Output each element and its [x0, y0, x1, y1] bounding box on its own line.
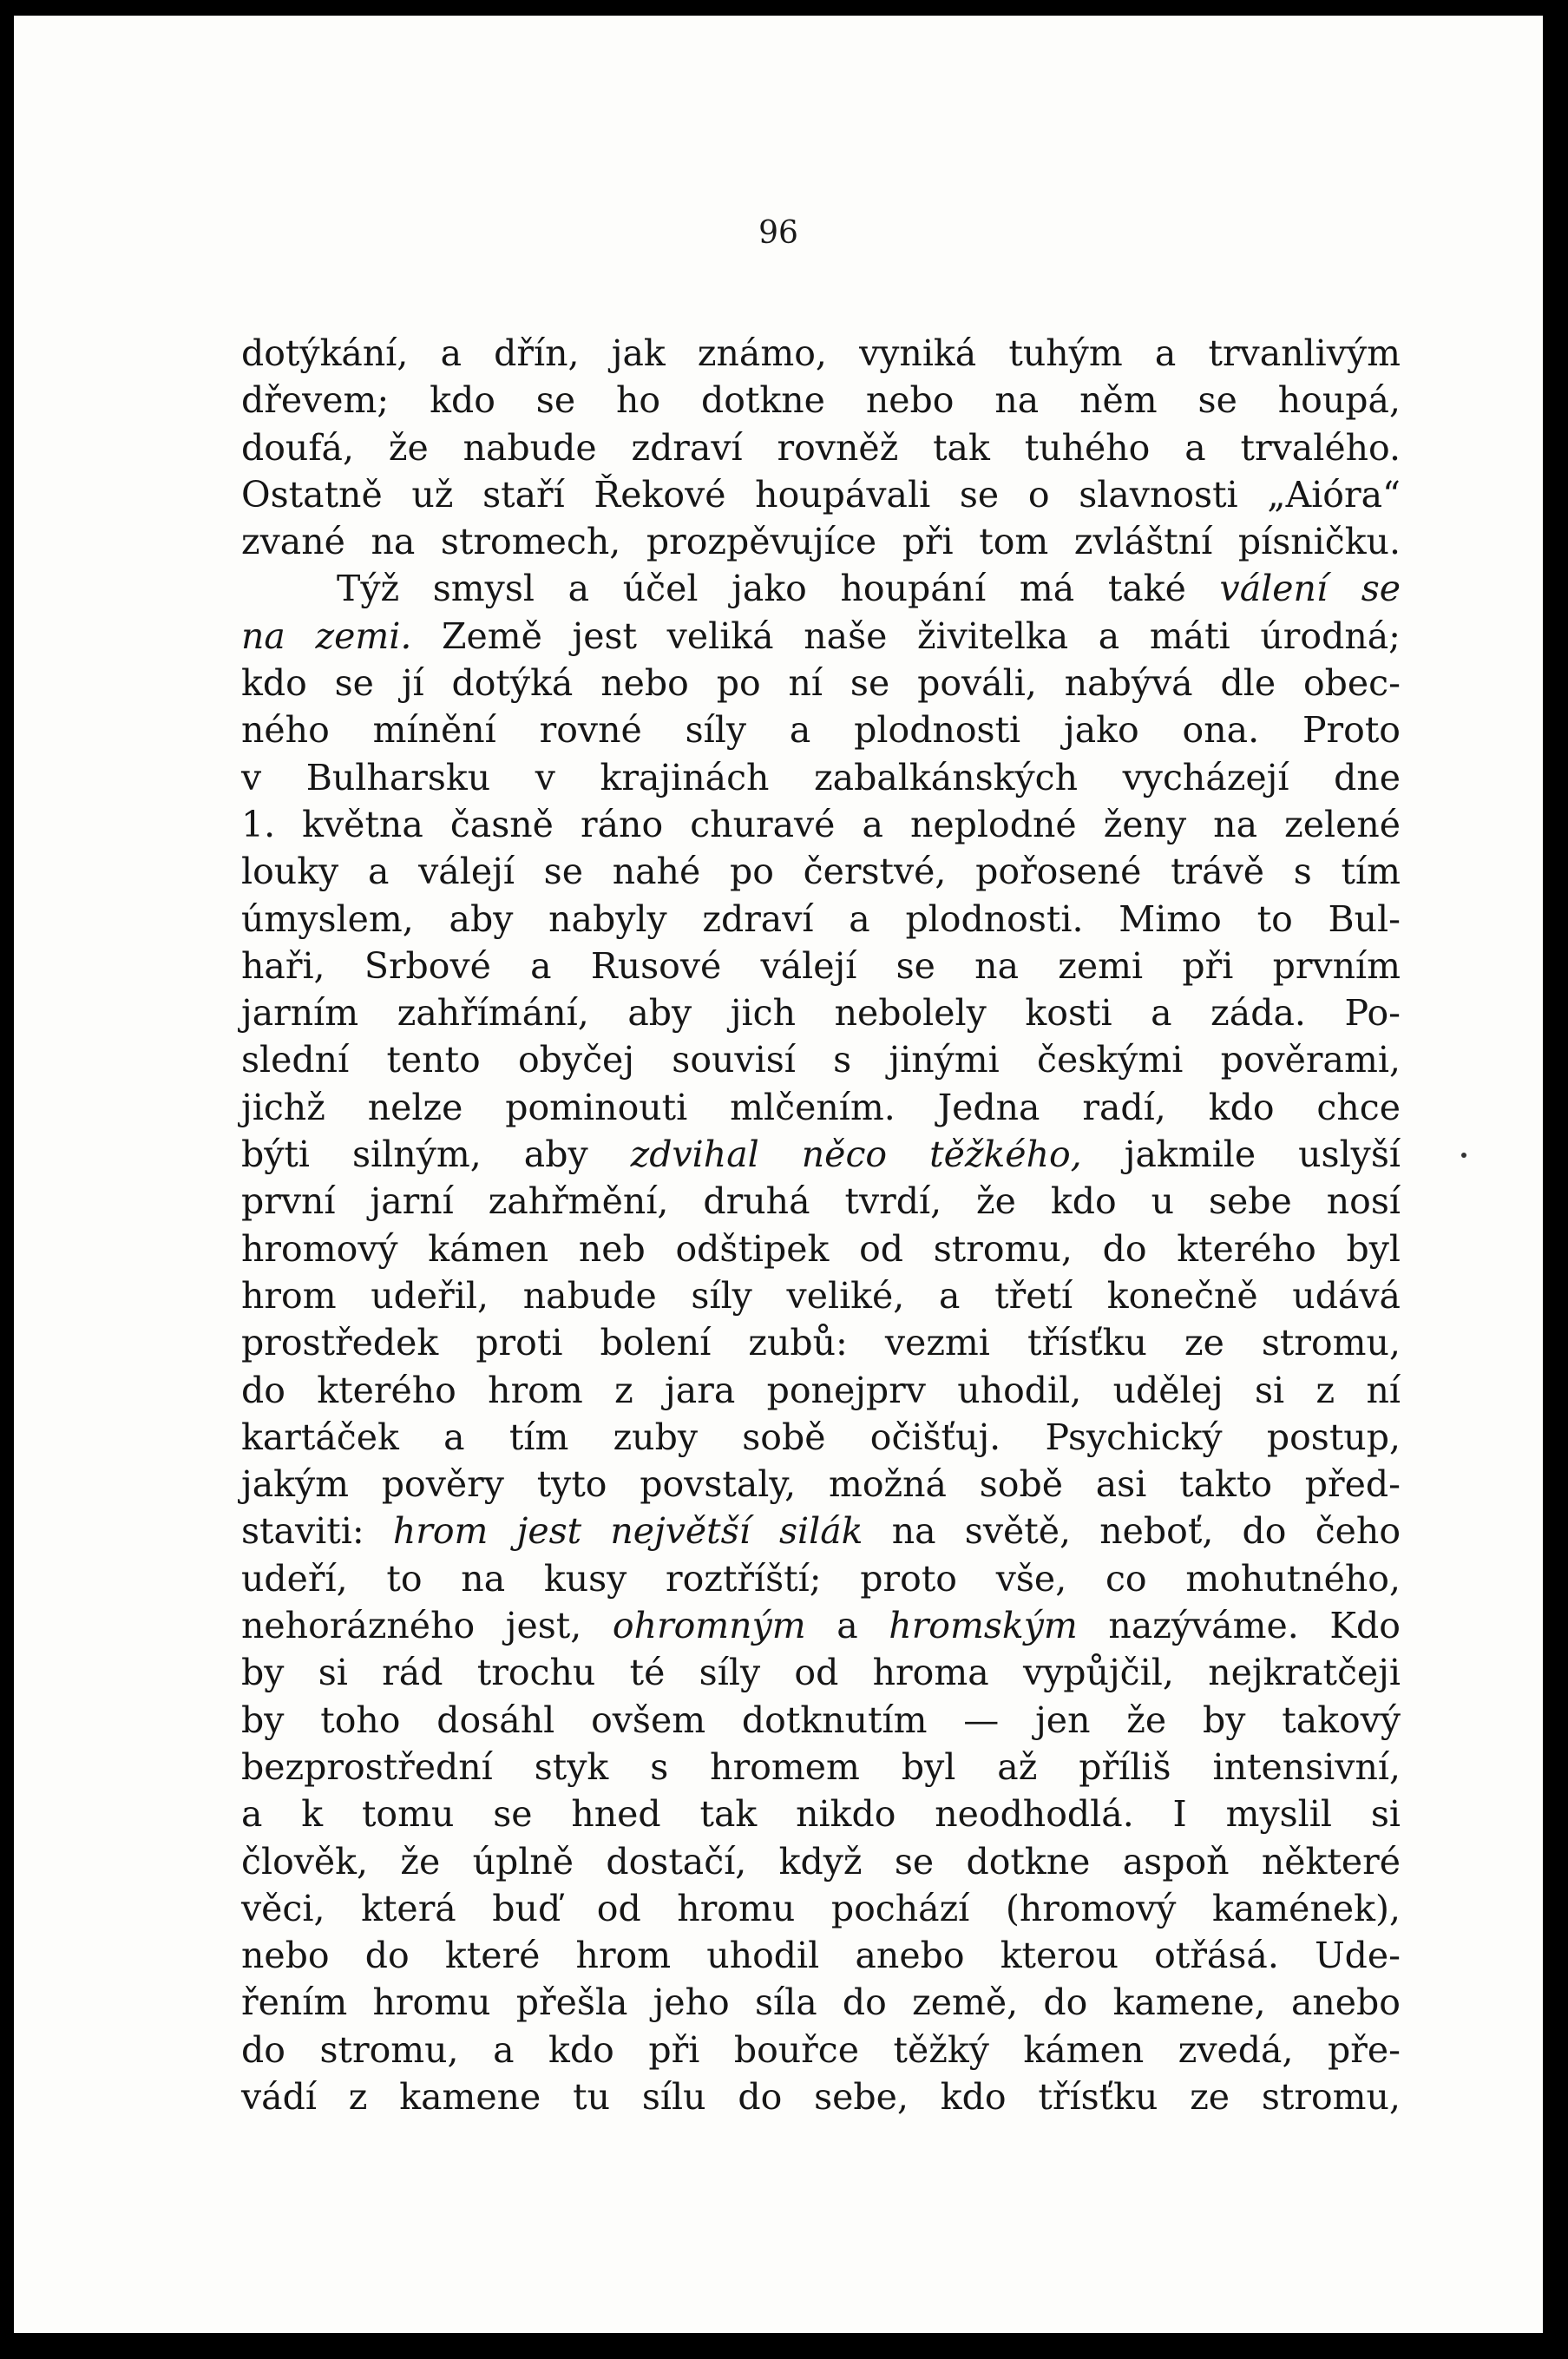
- text-line: [241, 1885, 1401, 1932]
- text-line: [241, 471, 1401, 518]
- text-run: nazýváme. Kdo: [1077, 1605, 1401, 1647]
- text-run: úmyslem, aby nabyly zdraví a plodnosti. Mimo to Bul-: [241, 897, 1401, 940]
- italic-phrase: válení se: [1219, 568, 1401, 610]
- text-run: 1. května časně ráno churavé a neplodné ženy na zelené: [241, 803, 1401, 845]
- text-run: haři, Srbové a Rusové válejí se na zemi při prvním: [241, 944, 1401, 987]
- text-run: a: [805, 1605, 889, 1647]
- italic-phrase: hromským: [889, 1605, 1078, 1647]
- text-run: jarním zahřímání, aby jich nebolely kosti a záda. Po-: [241, 992, 1401, 1035]
- text-run: hrom udeřil, nabude síly veliké, a třetí konečně udává: [241, 1274, 1401, 1317]
- text-run: prostředek proti bolení zubů: vezmi třísťku ze stromu,: [241, 1322, 1401, 1364]
- text-line: [241, 706, 1401, 753]
- text-run: slední tento obyčej souvisí s jinými českými pověrami,: [241, 1039, 1401, 1081]
- text-run: člověk, že úplně dostačí, když se dotkne aspoň některé: [241, 1840, 1401, 1883]
- text-run: by si rád trochu té síly od hroma vypůjčil, nejkratčeji: [241, 1652, 1401, 1694]
- text-line: [241, 1319, 1401, 1366]
- text-line: [241, 1461, 1401, 1508]
- text-run: udeří, to na kusy roztříští; proto vše, co mohutného,: [241, 1557, 1401, 1600]
- text-run: dotýkání, a dřín, jak známo, vyniká tuhým a trvanlivým: [241, 332, 1401, 374]
- text-run: jichž nelze pominouti mlčením. Jedna radí, kdo chce: [241, 1086, 1401, 1128]
- text-run: na světě, neboť, do čeho: [863, 1510, 1401, 1553]
- text-run: věci, která buď od hromu pochází (hromový kamének),: [241, 1887, 1401, 1929]
- text-line: [241, 1649, 1401, 1696]
- text-line: [241, 1178, 1401, 1225]
- italic-phrase: ohromným: [612, 1605, 806, 1647]
- text-line: [241, 2027, 1401, 2073]
- text-line: [241, 1744, 1401, 1791]
- page-number: 96: [758, 215, 798, 251]
- text-line: [241, 424, 1401, 471]
- text-line: [241, 330, 1401, 377]
- text-run: vádí z kamene tu sílu do sebe, kdo třísťku ze stromu,: [241, 2075, 1401, 2118]
- text-run: staviti:: [241, 1510, 393, 1553]
- text-line: [241, 377, 1401, 424]
- text-run: a k tomu se hned tak nikdo neodhodlá. I myslil si: [241, 1793, 1401, 1836]
- italic-phrase: zdvihal něco těžkého,: [630, 1134, 1082, 1176]
- text-line: [241, 848, 1401, 895]
- text-run: jakmile uslyší: [1081, 1134, 1401, 1176]
- text-line: [241, 1791, 1401, 1837]
- text-run: louky a válejí se nahé po čerstvé, pořosené trávě s tím: [241, 851, 1401, 893]
- italic-phrase: na zemi.: [241, 614, 412, 657]
- text-line: [241, 1367, 1401, 1414]
- text-run: ného mínění rovné síly a plodnosti jako ona. Proto: [241, 709, 1401, 752]
- text-run: kartáček a tím zuby sobě očišťuj. Psychický postup,: [241, 1416, 1401, 1458]
- text-line: [241, 1036, 1401, 1083]
- text-line: [241, 1602, 1401, 1649]
- text-line: [241, 2073, 1401, 2120]
- text-run: první jarní zahřmění, druhá tvrdí, že kdo u sebe nosí: [241, 1180, 1401, 1223]
- text-line: [241, 613, 1401, 660]
- text-line: [241, 1555, 1401, 1602]
- text-line: [241, 1838, 1401, 1885]
- text-line: [241, 660, 1401, 706]
- text-run: zvané na stromech, prozpěvujíce při tom zvláštní písničku.: [241, 521, 1401, 563]
- text-run: do kterého hrom z jara ponejprv uhodil, udělej si z ní: [241, 1369, 1401, 1411]
- italic-phrase: hrom jest největší silák: [392, 1510, 863, 1553]
- text-run: Země jest veliká naše živitelka a máti úrodná;: [411, 614, 1401, 657]
- speck-mark: [1461, 1153, 1466, 1158]
- text-run: doufá, že nabude zdraví rovněž tak tuhého a trvalého.: [241, 426, 1401, 469]
- text-run: nebo do které hrom uhodil anebo kterou otřásá. Ude-: [241, 1935, 1401, 1977]
- text-run: nehorázného jest,: [241, 1605, 613, 1647]
- text-run: hromový kámen neb odštipek od stromu, do kterého byl: [241, 1227, 1401, 1270]
- text-line: [241, 1084, 1401, 1131]
- text-line: [241, 1131, 1401, 1178]
- text-line: [241, 1697, 1401, 1744]
- text-run: řením hromu přešla jeho síla do země, do kamene, anebo: [241, 1981, 1401, 2024]
- text-line: [241, 801, 1401, 848]
- text-line: [241, 518, 1401, 565]
- text-line: [241, 943, 1401, 989]
- text-run: do stromu, a kdo při bouřce těžký kámen zvedá, pře-: [241, 2028, 1401, 2071]
- text-run: kdo se jí dotýká nebo po ní se pováli, nabývá dle obec-: [241, 662, 1401, 705]
- text-run: dřevem; kdo se ho dotkne nebo na něm se houpá,: [241, 379, 1401, 422]
- text-line: [241, 754, 1401, 801]
- text-run: Týž smysl a účel jako houpání má také: [337, 568, 1220, 610]
- text-line: [241, 1272, 1401, 1319]
- book-page: [14, 16, 1543, 2333]
- text-run: bezprostřední styk s hromem byl až příliš intensivní,: [241, 1745, 1401, 1788]
- text-run: v Bulharsku v krajinách zabalkánských vycházejí dne: [241, 756, 1401, 798]
- text-line: [241, 1979, 1401, 2026]
- text-run: Ostatně už staří Řekové houpávali se o slavnosti „Aióra“: [241, 473, 1401, 516]
- text-line: [241, 896, 1401, 943]
- text-run: by toho dosáhl ovšem dotknutím — jen že by takový: [241, 1699, 1401, 1741]
- text-run: býti silným, aby: [241, 1134, 631, 1176]
- text-run: jakým pověry tyto povstaly, možná sobě asi takto před-: [241, 1463, 1401, 1506]
- text-line: [241, 1932, 1401, 1979]
- scan-edge: [1543, 0, 1568, 2359]
- text-line: [241, 1508, 1401, 1554]
- text-line: [241, 1225, 1401, 1272]
- body-text: [241, 330, 1401, 2120]
- text-line: [241, 565, 1401, 612]
- text-line: [241, 989, 1401, 1036]
- text-line: [241, 1414, 1401, 1461]
